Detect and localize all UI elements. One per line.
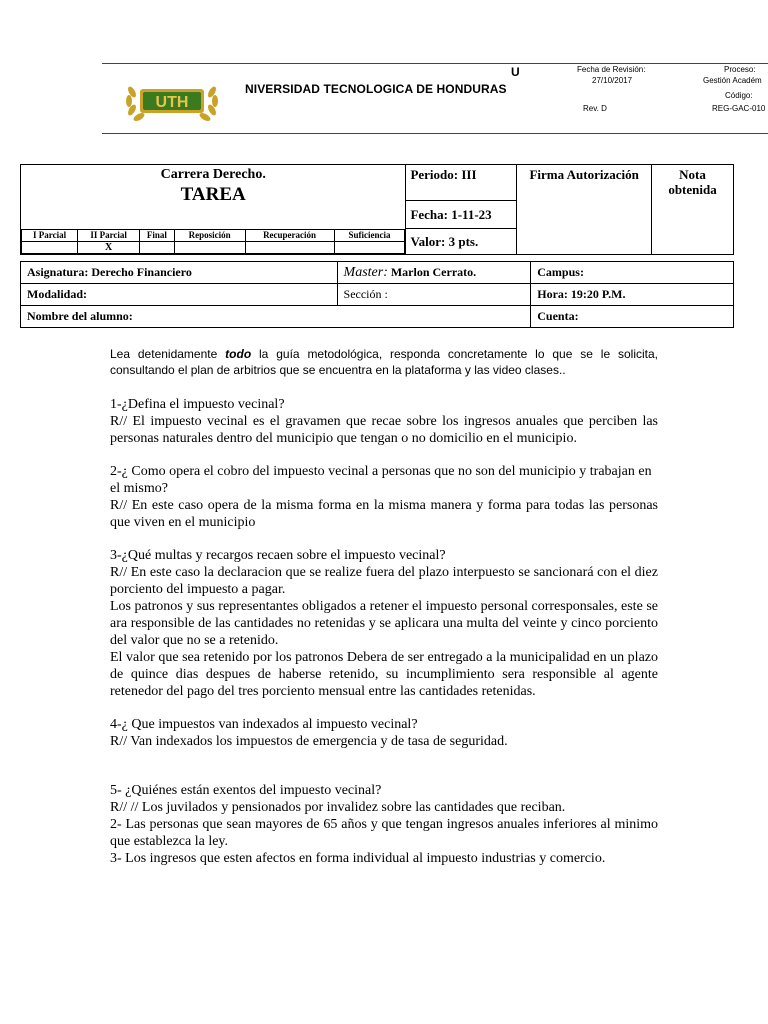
valor-cell: Valor: 3 pts. <box>406 229 517 255</box>
question-1: 1-¿Defina el impuesto vecinal? <box>110 397 285 412</box>
document-type-title: TAREA <box>180 184 246 205</box>
answer-3-part: El valor que sea retenido por los patronos Debera de ser entregado a la municipalidad en un plazo de quince dias despues de haberse retenido, su incumplimiento sera responsible al agente retenedor del pago del tres porciento mensual entre las cantidades retenidas. <box>110 650 658 699</box>
answer-3-part: R// En este caso la declaracion que se realize fuera del plazo interpuesto se sancionará con el diez porciento del impuesto a pagar. <box>110 565 658 597</box>
nota-obtenida-cell: Nota obtenida <box>652 165 734 255</box>
assignment-form-table <box>20 164 734 255</box>
master-cell <box>337 262 531 284</box>
parcial-mark <box>245 241 334 253</box>
question-4: 4-¿ Que impuestos van indexados al impuesto vecinal? <box>110 717 418 732</box>
parcial-mark <box>140 241 175 253</box>
asignatura-cell: Asignatura: Derecho Financiero <box>21 262 338 284</box>
hora-cell: Hora: 19:20 P.M. <box>531 284 734 306</box>
institution-initial: U <box>511 65 520 79</box>
header-top-rule <box>102 63 768 64</box>
revision-number: Rev. D <box>583 104 607 113</box>
answer-1: R// El impuesto vecinal es el gravamen que recae sobre los ingresos anuales que perciben las personas naturales dentro del municipio que tengan o no domicilio en el municipio. <box>110 414 658 446</box>
parcial-mark <box>22 241 78 253</box>
periodo-cell: Periodo: III <box>406 165 517 201</box>
question-3: 3-¿Qué multas y recargos recaen sobre el impuesto vecinal? <box>110 548 446 563</box>
instructions-text: Lea detenidamente <box>110 347 226 361</box>
cuenta-cell: Cuenta: <box>531 306 734 328</box>
answer-3-part: Los patronos y sus representantes obligados a retener el impuesto personal corresponsales, este se ara responsible de las cantidades no retenidas y se aplicara una multa del veinte y cinco porciento del valor que no se a retenido. <box>110 599 658 648</box>
revision-date-value: 27/10/2017 <box>592 76 633 85</box>
process-label: Proceso: <box>724 65 756 74</box>
instructions-text: la guía metodológica, responda concretamente lo que se le solicita, consultando el plan de arbitrios que se encuentra en la plataforma y las video clases.. <box>110 347 658 377</box>
answer-4: R// Van indexados los impuestos de emergencia y de tasa de seguridad. <box>110 734 508 749</box>
parcial-label: Recuperación <box>245 229 334 241</box>
parcial-mark <box>334 241 405 253</box>
assignment-body <box>110 346 658 867</box>
instructions-emphasis: todo <box>225 347 252 361</box>
question-5: 5- ¿Quiénes están exentos del impuesto vecinal? <box>110 783 382 798</box>
parciales-cell <box>21 229 406 255</box>
parcial-label: II Parcial <box>78 229 140 241</box>
code-value: REG-GAC-010 <box>712 104 766 113</box>
carrera-label: Carrera Derecho. <box>160 167 266 182</box>
parcial-label: Final <box>140 229 175 241</box>
parcial-mark <box>174 241 245 253</box>
parciales-grid <box>21 229 405 255</box>
answer-2: R// En este caso opera de la misma forma en la misma manera y forma para todas las personas que viven en el municipio <box>110 498 658 530</box>
uth-logo <box>124 78 220 124</box>
parcial-label: I Parcial <box>22 229 78 241</box>
parcial-label: Reposición <box>174 229 245 241</box>
parcial-mark: X <box>78 241 140 253</box>
nombre-alumno-cell: Nombre del alumno: <box>21 306 531 328</box>
answer-5-part: R// // Los juvilados y pensionados por invalidez sobre las cantidades que reciban. <box>110 800 566 815</box>
svg-text:UTH: UTH <box>155 94 189 111</box>
seccion-cell: Sección : <box>337 284 531 306</box>
code-label: Código: <box>725 91 753 100</box>
question-2: 2-¿ Como opera el cobro del impuesto vecinal a personas que no son del municipio y trabajan en el mismo? <box>110 464 652 496</box>
revision-date-label: Fecha de Revisión: <box>577 65 646 74</box>
master-name: Marlon Cerrato. <box>390 264 477 279</box>
firma-autorizacion-cell: Firma Autorización <box>517 165 652 255</box>
institution-name: NIVERSIDAD TECNOLOGICA DE HONDURAS <box>245 82 507 96</box>
answer-5-part: 3- Los ingresos que esten afectos en forma individual al impuesto industrias y comercio. <box>110 851 606 866</box>
master-label: Master: <box>343 264 388 280</box>
instructions <box>110 346 658 378</box>
header-bottom-rule <box>102 133 768 134</box>
campus-cell: Campus: <box>531 262 734 284</box>
parcial-label: Suficiencia <box>334 229 405 241</box>
modalidad-cell: Modalidad: <box>21 284 338 306</box>
answer-5-part: 2- Las personas que sean mayores de 65 años y que tengan ingresos anuales inferiores al minimo que establezca la ley. <box>110 817 658 849</box>
fecha-cell: Fecha: 1-11-23 <box>406 201 517 229</box>
carrera-cell <box>21 165 406 229</box>
process-value: Gestión Académ <box>703 76 762 85</box>
student-info-table <box>20 261 734 328</box>
